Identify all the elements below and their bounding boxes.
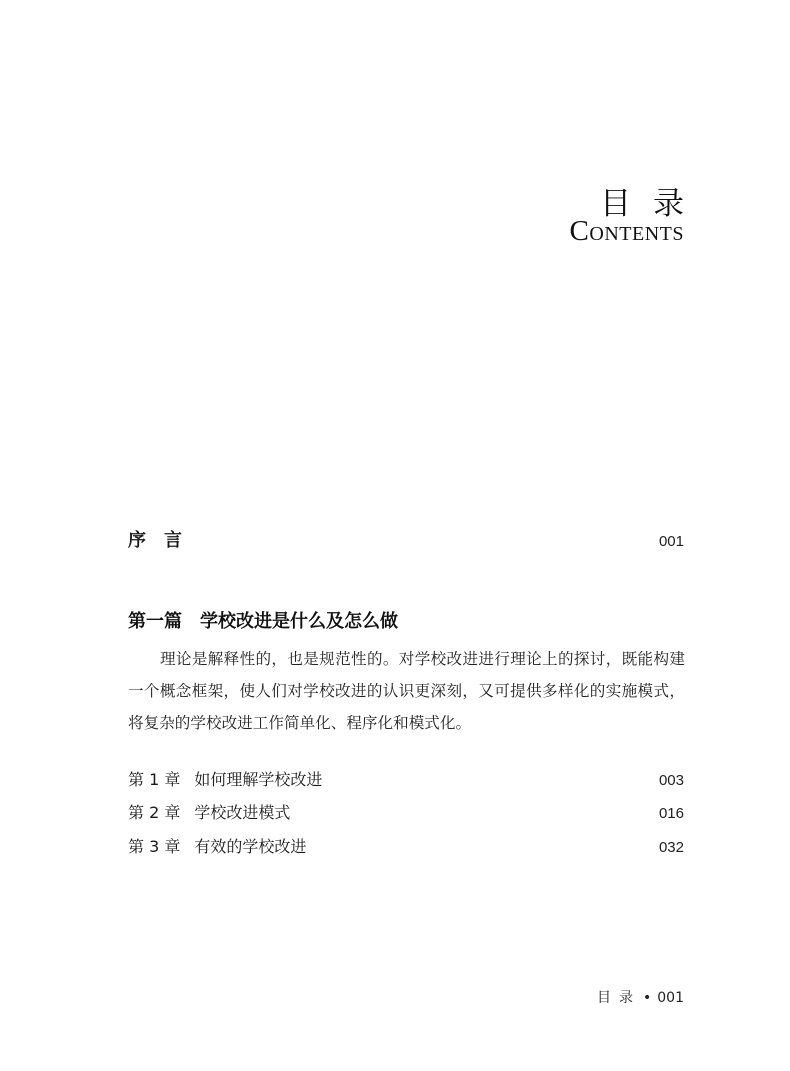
chapter-label bbox=[128, 767, 322, 790]
toc-title-chinese: 目录 bbox=[600, 186, 706, 222]
page-footer bbox=[597, 987, 684, 1007]
chapter-label bbox=[128, 800, 290, 823]
toc-entry-chapter-3[interactable] bbox=[128, 834, 684, 857]
footer-section-label: 目录 bbox=[597, 990, 641, 1006]
chapter-title: 如何理解学校改进 bbox=[194, 770, 323, 789]
footer-page-number: 001 bbox=[657, 990, 684, 1006]
toc-title-english: Contents bbox=[569, 215, 684, 247]
part-heading[interactable] bbox=[128, 607, 398, 633]
chapter-page-number: 016 bbox=[658, 805, 684, 822]
toc-entry-chapter-1[interactable] bbox=[128, 767, 684, 790]
chapter-page-number: 003 bbox=[658, 772, 684, 789]
toc-entry-preface[interactable] bbox=[128, 526, 684, 552]
chapter-number: 第 2 章 bbox=[128, 803, 181, 822]
preface-page-number: 001 bbox=[658, 533, 684, 550]
chapter-page-number: 032 bbox=[658, 839, 684, 856]
chapter-number: 第 3 章 bbox=[128, 837, 181, 856]
chapter-number: 第 1 章 bbox=[128, 770, 181, 789]
part-title: 学校改进是什么及怎么做 bbox=[200, 611, 398, 632]
part-intro-paragraph: 理论是解释性的，也是规范性的。对学校改进进行理论上的探讨，既能构建一个概念框架，使人们对学校改进的认识更深刻，又可提供多样化的实施模式，将复杂的学校改进工作简单化、程序化和模式化。 bbox=[128, 650, 685, 732]
footer-separator: • bbox=[643, 990, 652, 1006]
chapter-label bbox=[128, 834, 306, 857]
part-number: 第一篇 bbox=[128, 611, 182, 632]
chapter-title: 有效的学校改进 bbox=[194, 837, 307, 856]
chapter-title: 学校改进模式 bbox=[194, 803, 291, 822]
preface-label: 序言 bbox=[128, 530, 200, 551]
toc-entry-chapter-2[interactable] bbox=[128, 800, 684, 823]
